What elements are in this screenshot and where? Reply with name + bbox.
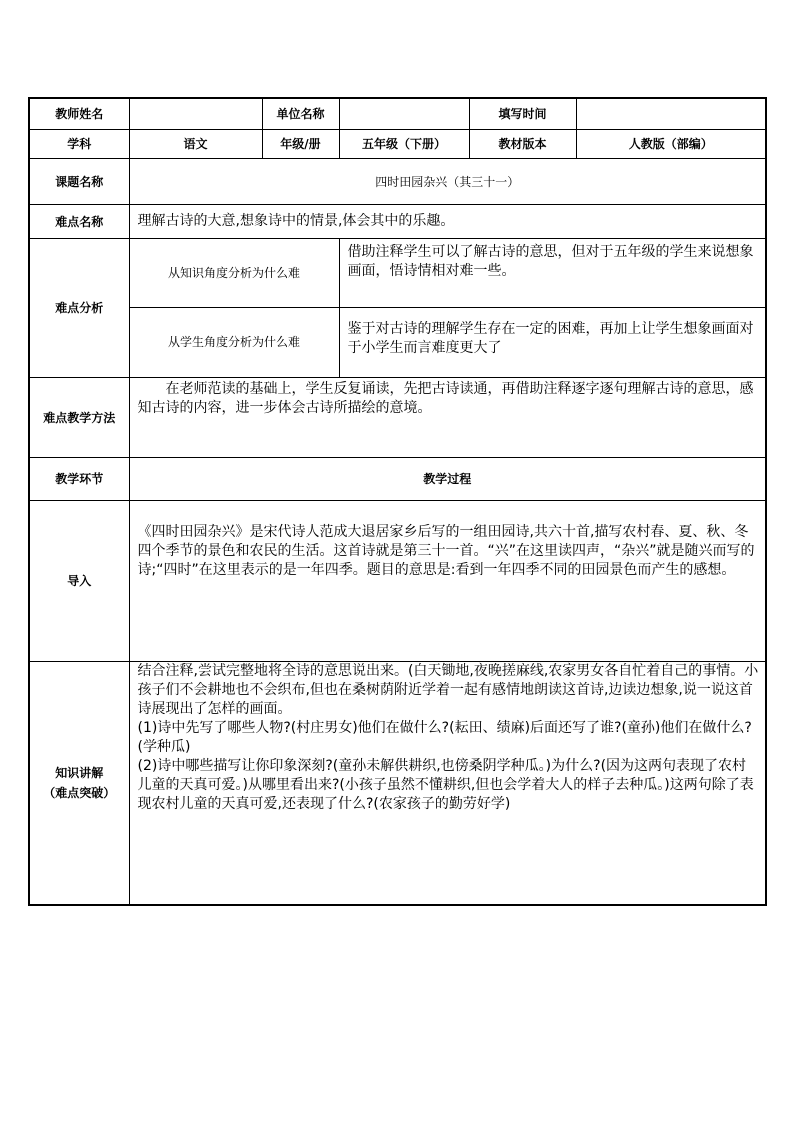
- analysis-label: 难点分析: [29, 238, 129, 377]
- intro-value: 《四时田园杂兴》是宋代诗人范成大退居家乡后写的一组田园诗,共六十首,描写农村春、夏、秋、冬四个季节的景色和农民的生活。这首诗就是第三十一首。“兴”在这里读四声，“杂兴”就是随兴而写的诗;“四时”在这里表示的是一年四季。题目的意思是:看到一年四季不同的田园景色而产生的感想。: [129, 500, 766, 661]
- analysis-row-knowledge: [29, 238, 766, 307]
- method-label: 难点教学方法: [29, 377, 129, 457]
- lesson-plan-table: [28, 97, 767, 906]
- intro-row: [29, 500, 766, 661]
- teacher-name-label: 教师姓名: [29, 98, 129, 129]
- topic-label: 课题名称: [29, 158, 129, 204]
- fill-time-label: 填写时间: [469, 98, 576, 129]
- student-angle-label: 从学生角度分析为什么难: [129, 307, 339, 377]
- edition-value: 人教版（部编）: [576, 129, 766, 158]
- intro-label: 导入: [29, 500, 129, 661]
- unit-name-label: 单位名称: [262, 98, 339, 129]
- difficulty-value: 理解古诗的大意,想象诗中的情景,体会其中的乐趣。: [129, 204, 766, 238]
- process-header-row: [29, 457, 766, 500]
- grade-label: 年级/册: [262, 129, 339, 158]
- knowledge-paragraph-3: (2)诗中哪些描写让你印象深刻?(童孙未解供耕织,也傍桑阴学种瓜。)为什么?(因为这两句表现了农村儿童的天真可爱。)从哪里看出来?(小孩子虽然不懂耕织,但也会学着大人的样子去种瓜。)这两句除了表现农村儿童的天真可爱,还表现了什么?(农家孩子的勤劳好学): [137, 757, 754, 812]
- header-row-1: [29, 98, 766, 129]
- subject-value: 语文: [129, 129, 262, 158]
- grade-value: 五年级（下册）: [339, 129, 469, 158]
- knowledge-paragraph-2: (1)诗中先写了哪些人物?(村庄男女)他们在做什么?(耘田、绩麻)后面还写了谁?(童孙)他们在做什么?(学种瓜): [137, 719, 752, 755]
- method-value: 在老师范读的基础上，学生反复诵读，先把古诗读通，再借助注释逐字逐句理解古诗的意思，感知古诗的内容，进一步体会古诗所描绘的意境。: [129, 377, 766, 457]
- knowledge-label: [29, 661, 129, 905]
- knowledge-row: [29, 661, 766, 905]
- student-angle-value: 鉴于对古诗的理解学生存在一定的困难，再加上让学生想象画面对于小学生而言难度更大了: [339, 307, 766, 377]
- knowledge-label-line2: （难点突破）: [43, 785, 116, 800]
- difficulty-label: 难点名称: [29, 204, 129, 238]
- knowledge-label-line1: 知识讲解: [55, 765, 104, 780]
- knowledge-angle-value: 借助注释学生可以了解古诗的意思，但对于五年级的学生来说想象画面，悟诗情相对难一些。: [339, 238, 766, 307]
- process-header-label: 教学过程: [129, 457, 766, 500]
- analysis-row-student: [29, 307, 766, 377]
- unit-name-value[interactable]: [339, 98, 469, 129]
- knowledge-paragraph-1: 结合注释,尝试完整地将全诗的意思说出来。(白天锄地,夜晚搓麻线,农家男女各自忙着自己的事情。小孩子们不会耕地也不会织布,但也在桑树荫附近学着一起有感情地朗读这首诗,边读边想象,说一说这首诗展现出了怎样的画面。: [137, 662, 759, 717]
- difficulty-row: [29, 204, 766, 238]
- topic-row: [29, 158, 766, 204]
- teacher-name-value[interactable]: [129, 98, 262, 129]
- knowledge-angle-label: 从知识角度分析为什么难: [129, 238, 339, 307]
- edition-label: 教材版本: [469, 129, 576, 158]
- fill-time-value[interactable]: [576, 98, 766, 129]
- stage-header-label: 教学环节: [29, 457, 129, 500]
- subject-label: 学科: [29, 129, 129, 158]
- method-row: [29, 377, 766, 457]
- topic-value: 四时田园杂兴（其三十一）: [129, 158, 766, 204]
- knowledge-content: [129, 661, 766, 905]
- header-row-2: [29, 129, 766, 158]
